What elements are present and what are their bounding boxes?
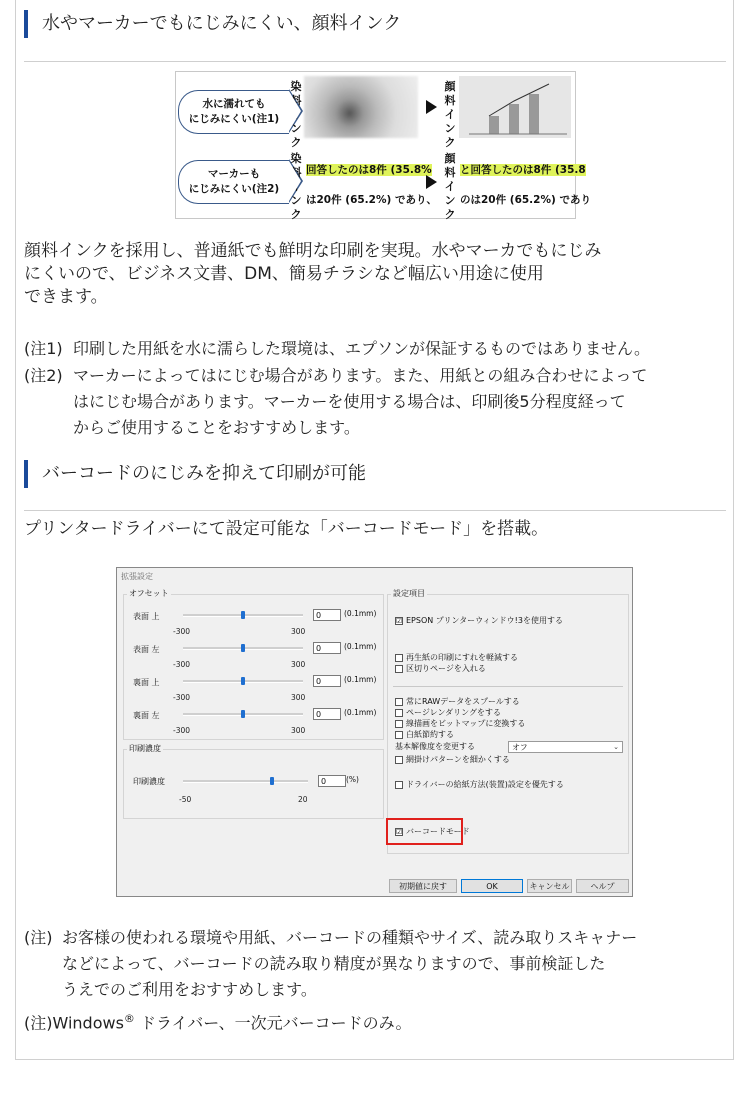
bar-graph-sample-icon: [459, 76, 571, 138]
offset-row-label: 表面 上: [133, 612, 160, 621]
pigment-ink-marker-sample-bottom: のは20件 (65.2%) であり: [460, 194, 591, 206]
pigment-ink-marker-sample-top: と回答したのは8件 (35.8: [460, 164, 586, 176]
offset-row-label: 裏面 上: [133, 678, 160, 687]
checkbox-checked-icon: ☑: [396, 616, 403, 625]
density-slider-thumb[interactable]: [270, 777, 274, 785]
checkbox-checked-icon: ☑: [396, 827, 403, 836]
offset-unit: (0.1mm): [344, 642, 377, 651]
offset-unit: (0.1mm): [344, 675, 377, 684]
base-resolution-select[interactable]: オフ ⌄: [508, 741, 623, 753]
section-heading-pigment-ink: 水やマーカーでもにじみにくい、顔料インク: [24, 10, 401, 38]
offset-row-label: 表面 左: [133, 645, 160, 654]
offset-unit: (0.1mm): [344, 708, 377, 717]
heading-divider: [24, 61, 726, 62]
extended-settings-dialog: [116, 567, 633, 897]
fine-pattern-checkbox[interactable]: 網掛けパターンを細かくする: [395, 754, 510, 765]
settings-separator: [393, 686, 623, 687]
dye-ink-label-2: 染 ク: [290, 152, 302, 221]
base-resolution-label: 基本解像度を変更する: [395, 742, 475, 751]
dialog-title: 拡張設定: [121, 572, 153, 581]
section-heading-barcode: バーコードのにじみを抑えて印刷が可能: [24, 460, 366, 488]
recycled-paper-checkbox[interactable]: 再生紙の印刷にすれを軽減する: [395, 652, 518, 663]
ok-button[interactable]: OK: [461, 879, 523, 893]
separator-page-checkbox[interactable]: 区切りページを入れる: [395, 663, 486, 674]
pigment-ink-description: 顔料インクを採用し、普通紙でも鮮明な印刷を実現。水やマーカでもにじみ にくいので、ビジネス文書、DM、簡易チラシなど幅広い用途に使用 できます。: [24, 241, 602, 307]
note-1: (注1) 印刷した用紙を水に濡らした環境は、エプソンが保証するものではありません。: [24, 339, 650, 358]
arrow-right-icon: [426, 175, 437, 189]
offset-slider-thumb[interactable]: [241, 710, 245, 718]
skip-blank-checkbox[interactable]: 白紙節約する: [395, 729, 454, 740]
offset-min: -300: [173, 660, 191, 669]
density-max: 20: [298, 795, 308, 804]
offset-row-label: 裏面 左: [133, 711, 160, 720]
pigment-ink-label-2: 顔料インク: [444, 152, 456, 221]
arrow-right-icon: [426, 100, 437, 114]
offset-max: 300: [291, 627, 306, 636]
density-group-title: 印刷濃度: [129, 744, 161, 753]
barcode-mode-description: プリンタードライバーにて設定可能な「バーコードモード」を搭載。: [24, 519, 549, 539]
note-3: (注) お客様の使われる環境や用紙、バーコードの種類やサイズ、読み取りスキャナー などによって、バーコードの読み取り精度が異なりますので、事前検証した うえでのご利用をおすすめします。: [24, 928, 638, 999]
note-2: (注2) マーカーによってはにじむ場合があります。また、用紙との組み合わせによって はにじむ場合があります。マーカーを使用する場合は、印刷後5分程度経って からご使用することをおすすめします。: [24, 366, 648, 437]
offset-min: -300: [173, 627, 191, 636]
offset-value-input[interactable]: 0: [313, 642, 341, 654]
cancel-button[interactable]: キャンセル: [527, 879, 572, 893]
offset-min: -300: [173, 726, 191, 735]
offset-slider-thumb[interactable]: [241, 644, 245, 652]
driver-feed-priority-checkbox[interactable]: ドライバーの給紙方法(装置)設定を優先する: [395, 779, 564, 790]
offset-group-title: オフセット: [129, 589, 169, 598]
density-label: 印刷濃度: [133, 777, 165, 786]
density-value-input[interactable]: 0: [318, 775, 346, 787]
reset-defaults-button[interactable]: 初期値に戻す: [389, 879, 457, 893]
offset-max: 300: [291, 660, 306, 669]
settings-group-title: 設定項目: [393, 589, 425, 598]
help-button[interactable]: ヘルプ: [576, 879, 629, 893]
offset-value-input[interactable]: 0: [313, 675, 341, 687]
marker-resistance-label: マーカーも にじみにくい(注2): [178, 160, 289, 204]
dye-ink-marker-sample-bottom: は20件 (65.2%) であり、: [306, 194, 437, 206]
offset-unit: (0.1mm): [344, 609, 377, 618]
heading-divider: [24, 510, 726, 511]
barcode-mode-highlight: [386, 818, 463, 845]
pigment-ink-label-1: 顔料インク: [444, 80, 456, 149]
pigment-ink-water-sample: [459, 76, 571, 138]
offset-value-input[interactable]: 0: [313, 609, 341, 621]
offset-max: 300: [291, 693, 306, 702]
offset-max: 300: [291, 726, 306, 735]
dye-ink-label-1: 染 ク: [290, 80, 302, 149]
chevron-down-icon: ⌄: [613, 743, 619, 751]
page-rendering-checkbox[interactable]: ページレンダリングをする: [395, 707, 501, 718]
barcode-mode-checkbox[interactable]: ☑ バーコードモード: [396, 827, 470, 836]
density-unit: (%): [346, 775, 359, 784]
dye-ink-marker-sample-top: 回答したのは8件 (35.8%: [306, 164, 432, 176]
line-bitmap-checkbox[interactable]: 線描画をビットマップに変換する: [395, 718, 525, 729]
epson-window-checkbox[interactable]: ☑ EPSON プリンターウィンドウ!3を使用する: [396, 616, 563, 625]
dye-ink-water-sample: [304, 76, 418, 138]
offset-min: -300: [173, 693, 191, 702]
density-slider-track[interactable]: [183, 780, 308, 783]
offset-slider-thumb[interactable]: [241, 611, 245, 619]
note-4: (注)Windows® ドライバー、一次元バーコードのみ。: [24, 1012, 412, 1033]
water-resistance-label: 水に濡れても にじみにくい(注1): [178, 90, 289, 134]
offset-value-input[interactable]: 0: [313, 708, 341, 720]
raw-spool-checkbox[interactable]: 常にRAWデータをスプールする: [395, 696, 520, 707]
ink-comparison-figure: [175, 71, 591, 221]
offset-slider-thumb[interactable]: [241, 677, 245, 685]
density-min: -50: [179, 795, 192, 804]
